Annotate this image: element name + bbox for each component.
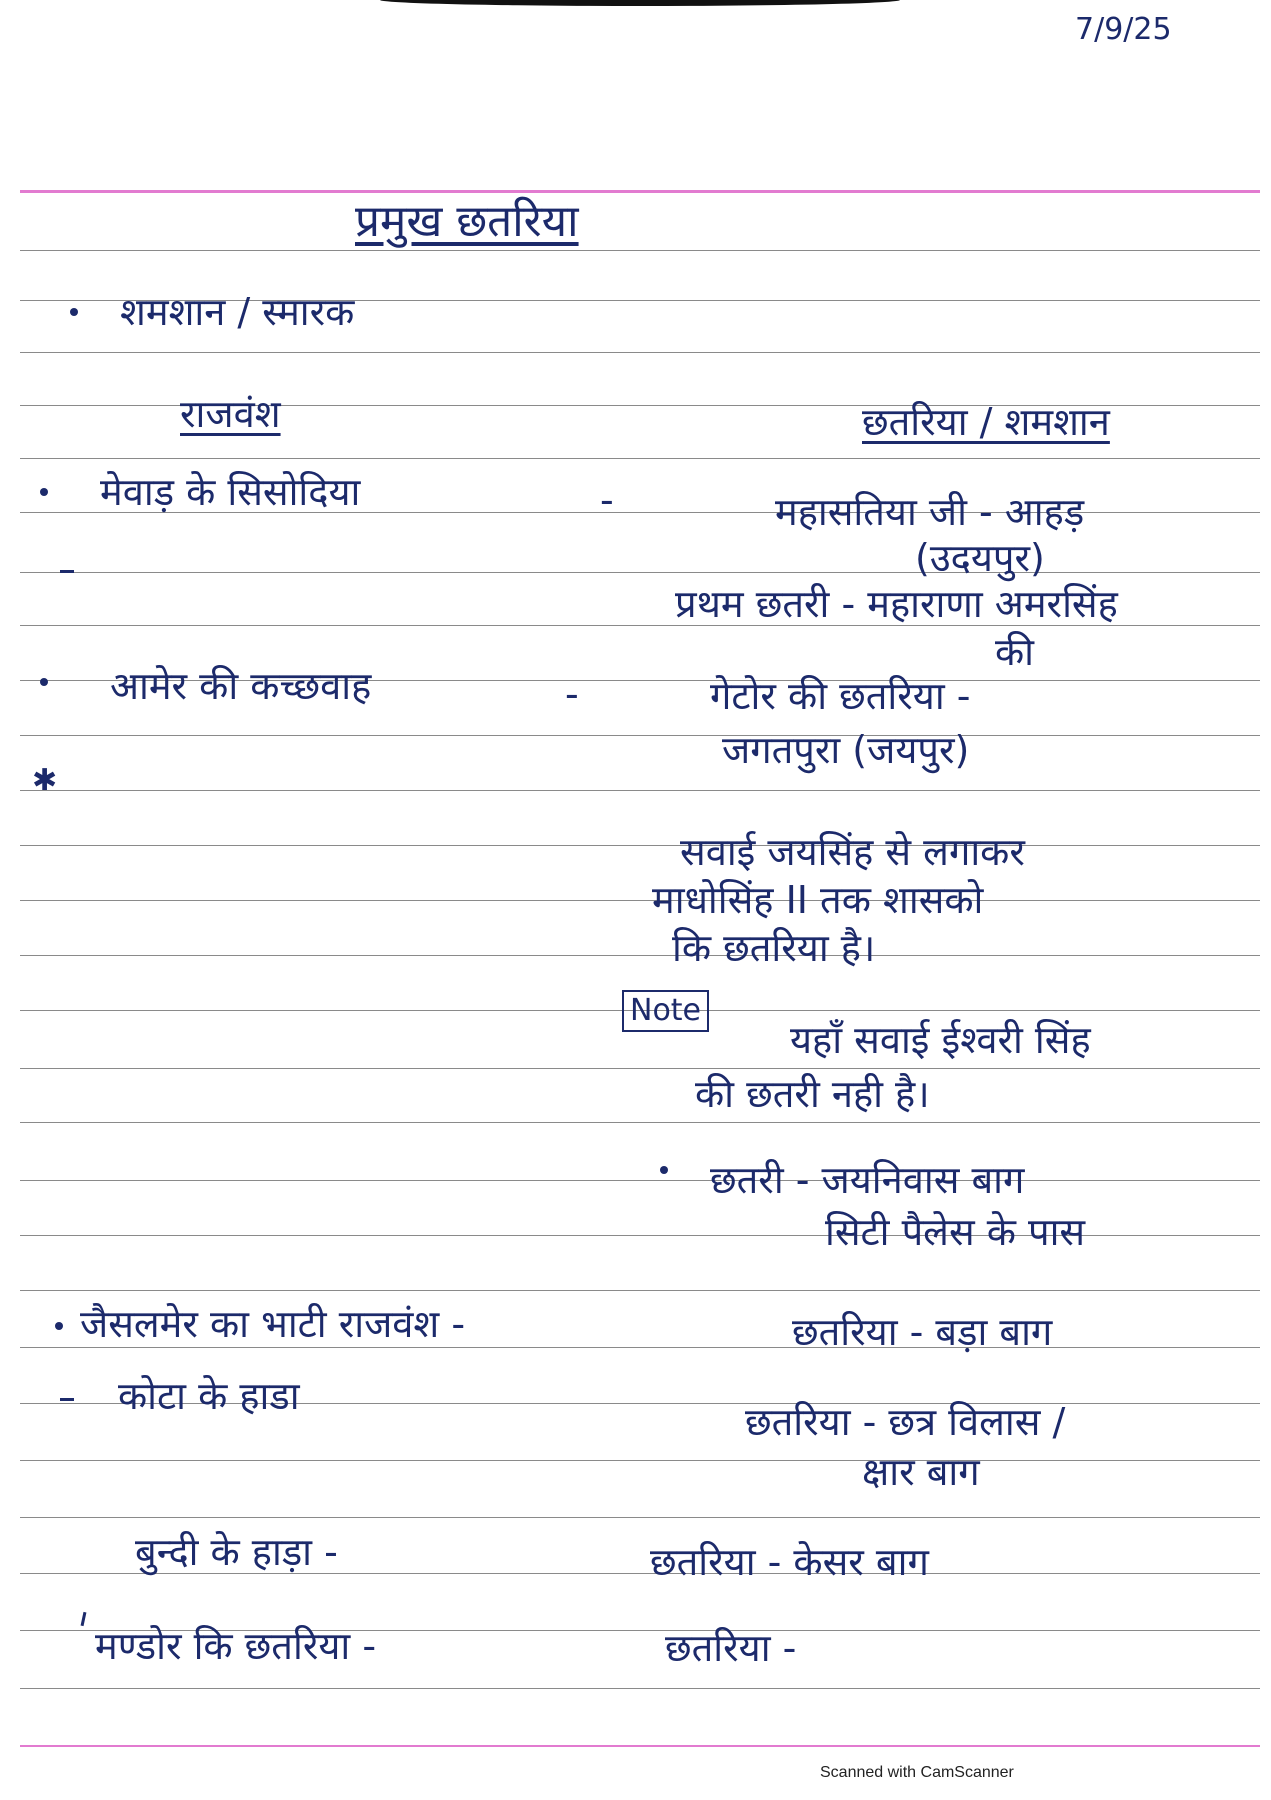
ruled-line	[20, 352, 1260, 353]
entry-mewar-separator: -	[600, 478, 614, 522]
entry-mewar-first-chhatri: प्रथम छतरी - महाराणा अमरसिंह	[675, 582, 1118, 626]
entry-amer-desc-2: माधोसिंह II तक शासको	[652, 878, 984, 922]
entry-amer-desc-3: कि छतरिया है।	[672, 926, 876, 970]
note-label: Note	[622, 990, 709, 1032]
entry-amer-desc-1: सवाई जयसिंह से लगाकर	[680, 830, 1025, 874]
ruled-line	[20, 458, 1260, 459]
tick-marker	[81, 1612, 87, 1626]
entry-amer-place: गेटोर की छतरिया -	[710, 674, 971, 718]
footer-rule	[20, 1745, 1260, 1747]
page-title: प्रमुख छतरिया	[355, 196, 579, 247]
scanner-watermark: Scanned with CamScanner	[820, 1764, 1014, 1781]
star-marker: ✱	[32, 763, 58, 798]
entry-amer-dynasty: आमेर की कच्छवाह	[110, 664, 372, 708]
entry-amer-note-2: की छतरी नही है।	[695, 1072, 930, 1116]
ruled-line	[20, 790, 1260, 791]
intro-line: शमशान / स्मारक	[120, 290, 355, 334]
entry-amer-place-city: जगतपुरा (जयपुर)	[722, 728, 970, 772]
ruled-line	[20, 1347, 1260, 1348]
binding-shadow	[380, 0, 900, 6]
bullet	[40, 488, 48, 496]
entry-mandore-place: छतरिया -	[665, 1626, 797, 1670]
ruled-line	[20, 1122, 1260, 1123]
entry-amer-extra-1: छतरी - जयनिवास बाग	[710, 1158, 1025, 1202]
entry-mewar-place-city: (उदयपुर)	[915, 536, 1045, 580]
entry-jaisalmer-place: छतरिया - बड़ा बाग	[792, 1310, 1053, 1354]
ruled-line	[20, 1517, 1260, 1518]
column-header-dynasty: राजवंश	[180, 392, 281, 436]
entry-amer-note-1: यहाँ सवाई ईश्वरी सिंह	[790, 1018, 1091, 1062]
ruled-line	[20, 955, 1260, 956]
entry-amer-extra-2: सिटी पैलेस के पास	[825, 1210, 1086, 1254]
ruled-line	[20, 250, 1260, 251]
dash-marker	[60, 570, 74, 573]
ruled-line	[20, 1068, 1260, 1069]
entry-mewar-place: महासतिया जी - आहड़	[775, 490, 1085, 534]
ruled-line	[20, 1290, 1260, 1291]
ruled-line	[20, 572, 1260, 573]
date: 7/9/25	[1075, 12, 1172, 47]
entry-kota-place: छतरिया - छत्र विलास /	[745, 1400, 1066, 1444]
dash-marker	[60, 1398, 74, 1401]
entry-bundi-place: छतरिया - केसर बाग	[650, 1540, 929, 1584]
header-rule	[20, 190, 1260, 193]
entry-amer-separator: -	[565, 672, 579, 716]
bullet	[55, 1322, 63, 1330]
entry-jaisalmer-dynasty: जैसलमेर का भाटी राजवंश -	[80, 1302, 466, 1346]
entry-mandore-dynasty: मण्डोर कि छतरिया -	[95, 1624, 377, 1668]
ruled-line	[20, 735, 1260, 736]
bullet	[70, 308, 78, 316]
column-header-chhatri: छतरिया / शमशान	[862, 400, 1110, 444]
bullet	[660, 1166, 668, 1174]
ruled-line	[20, 900, 1260, 901]
bullet	[40, 678, 48, 686]
ruled-line	[20, 1180, 1260, 1181]
entry-mewar-first-chhatri-cont: की	[995, 630, 1035, 674]
entry-bundi-dynasty: बुन्दी के हाड़ा -	[135, 1530, 338, 1574]
ruled-line	[20, 1688, 1260, 1689]
entry-kota-dynasty: कोटा के हाडा	[118, 1374, 300, 1418]
ruled-line	[20, 1460, 1260, 1461]
entry-kota-place-cont: क्षार बाग	[862, 1450, 980, 1494]
entry-mewar-dynasty: मेवाड़ के सिसोदिया	[100, 470, 361, 514]
ruled-line	[20, 845, 1260, 846]
